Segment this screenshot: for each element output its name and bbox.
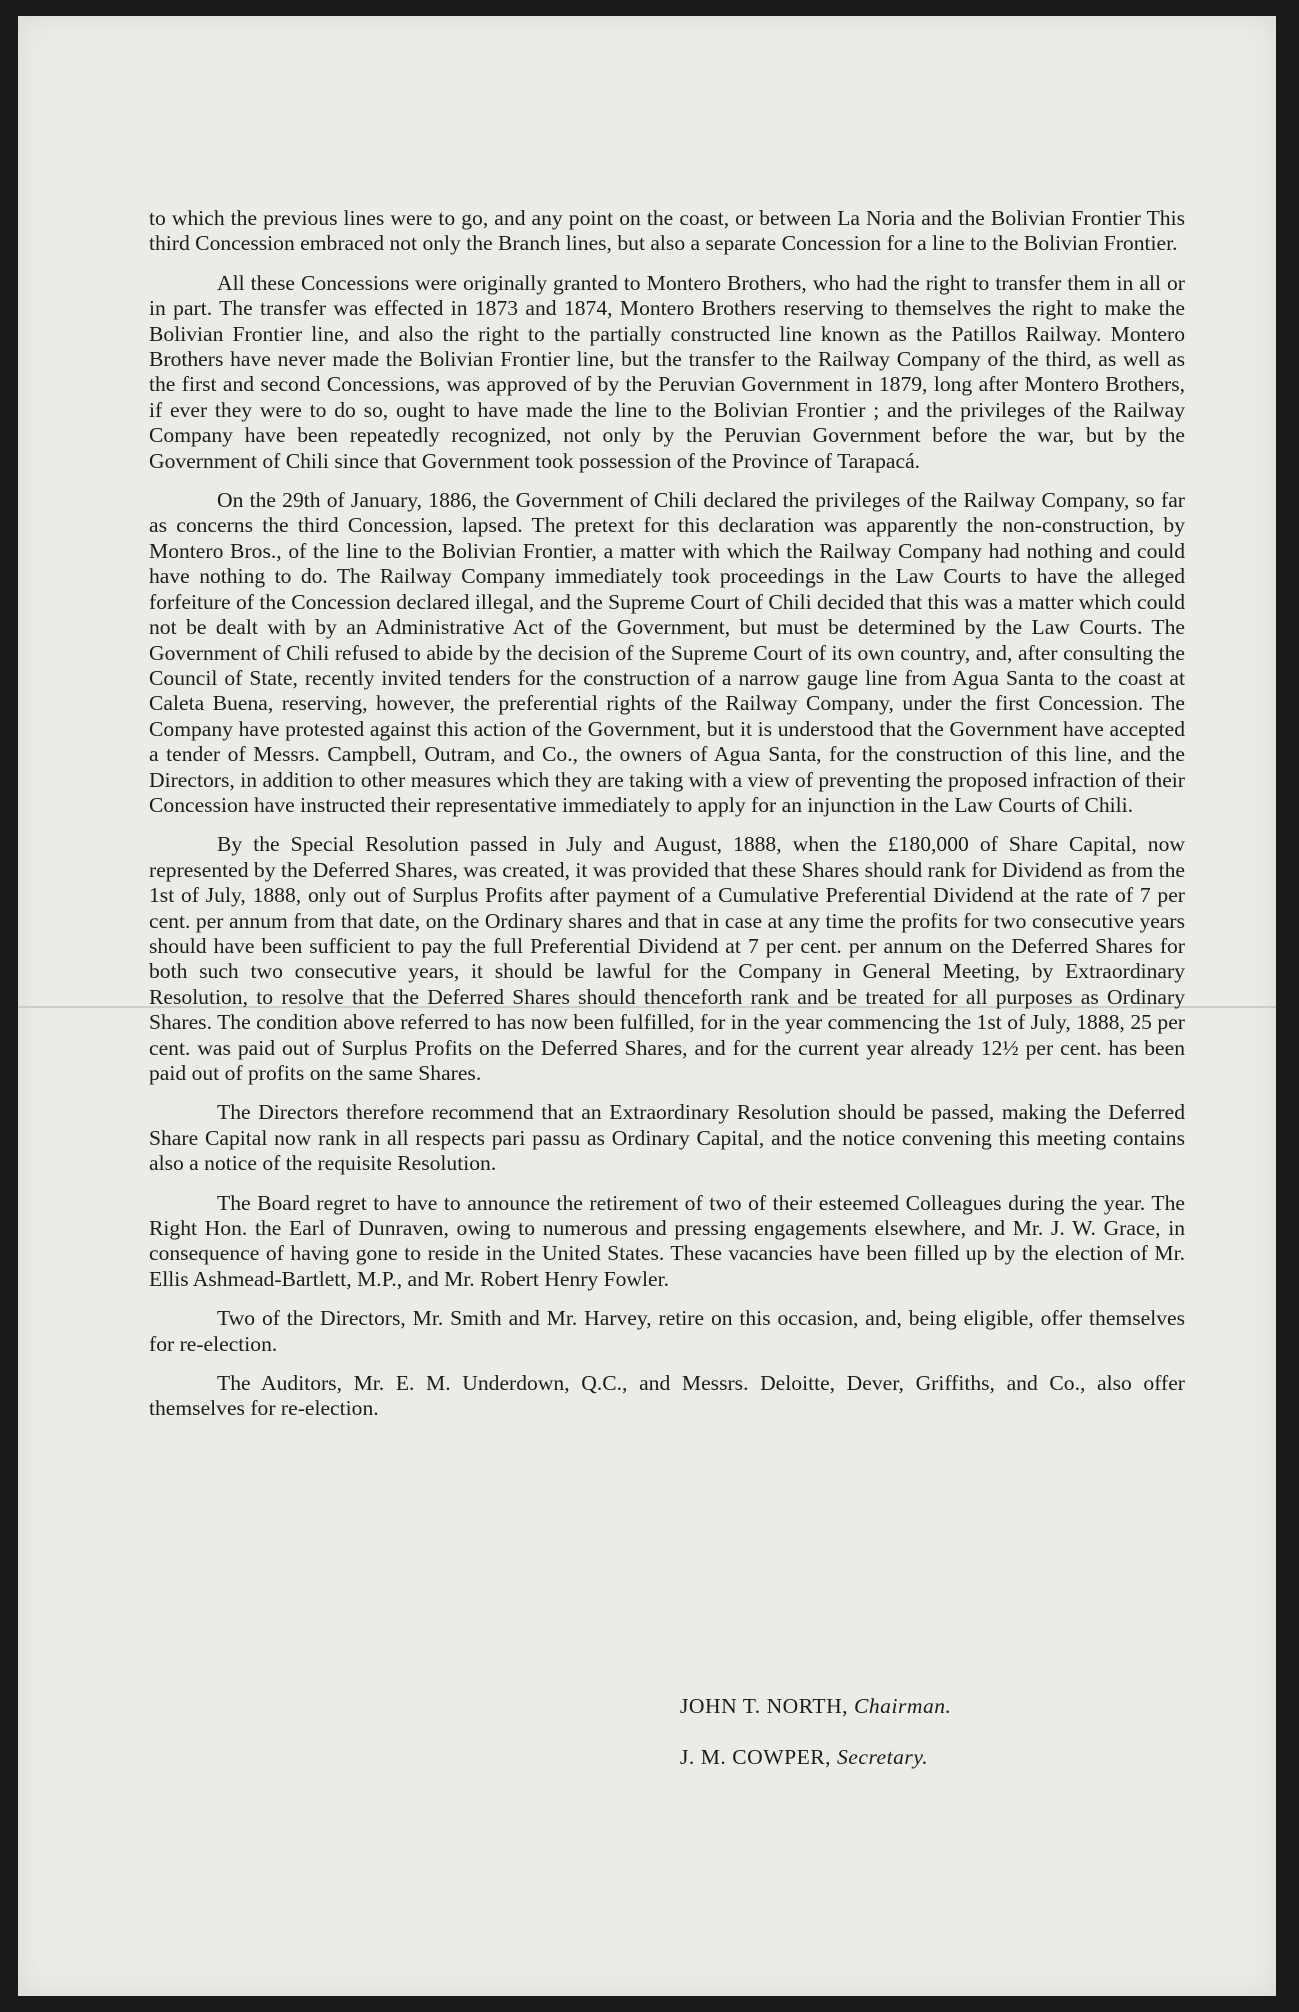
paragraph-continuation: to which the previous lines were to go, and any point on the coast, or between La Noria and the Bolivian Frontier This third Concession embraced not only the Branch lines, but also a separate Concession for a line to the Bolivian Frontier. (149, 206, 1185, 256)
document-body (149, 206, 1185, 1436)
paragraph-board-retirement: The Board regret to have to announce the retirement of two of their esteemed Colleagues during the year. The Right Hon. the Earl of Dunraven, owing to numerous and pressing engagements elsewhere, and Mr. J. W. Grace, in consequence of having gone to reside in the United States. These vacancies have been filled up by the election of Mr. Ellis Ashmead-Bartlett, M.P., and Mr. Robert Henry Fowler. (149, 1190, 1185, 1291)
paragraph-concessions: All these Concessions were originally granted to Montero Brothers, who had the right to transfer them in all or in part. The transfer was effected in 1873 and 1874, Montero Brothers reserving to themselves the right to make the Bolivian Frontier line, and also the right to the partially constructed line known as the Patillos Railway. Montero Brothers have never made the Bolivian Frontier line, but the transfer to the Railway Company of the third, as well as the first and second Concessions, was approved of by the Peruvian Government in 1879, long after Montero Brothers, if ever they were to do so, ought to have made the line to the Bolivian Frontier ; and the privileges of the Railway Company have been repeatedly recognized, not only by the Peruvian Government before the war, but by the Government of Chili since that Government took possession of the Province of Tarapacá. (149, 270, 1185, 473)
signature-chairman (680, 1694, 951, 1719)
paragraph-chili-government: On the 29th of January, 1886, the Government of Chili declared the privileges of the Railway Company, so far as concerns the third Concession, lapsed. The pretext for this declaration was apparently the non-construction, by Montero Bros., of the line to the Bolivian Frontier, a matter with which the Railway Company had nothing and could have nothing to do. The Railway Company immediately took proceedings in the Law Courts to have the alleged forfeiture of the Concession declared illegal, and the Supreme Court of Chili decided that this was a matter which could not be dealt with by an Administrative Act of the Government, but must be determined by the Law Courts. The Government of Chili refused to abide by the decision of the Supreme Court of its own country, and, after consulting the Council of State, recently invited tenders for the construction of a narrow gauge line from Agua Santa to the coast at Caleta Buena, reserving, however, the preferential rights of the Railway Company, under the first Concession. The Company have protested against this action of the Government, but it is understood that the Government have accepted a tender of Messrs. Campbell, Outram, and Co., the owners of Agua Santa, for the construction of this line, and the Directors, in addition to other measures which they are taking with a view of preventing the proposed infraction of their Concession have instructed their representative immediately to apply for an injunction in the Law Courts of Chili. (149, 488, 1185, 817)
chairman-name: JOHN T. NORTH, (680, 1694, 849, 1718)
secretary-name: J. M. COWPER, (680, 1745, 832, 1769)
document-page (18, 16, 1276, 1996)
signature-secretary (680, 1745, 951, 1770)
signature-block (680, 1694, 951, 1796)
paragraph-directors-recommend: The Directors therefore recommend that an Extraordinary Resolution should be passed, making the Deferred Share Capital now rank in all respects pari passu as Ordinary Capital, and the notice convening this meeting contains also a notice of the requisite Resolution. (149, 1100, 1185, 1176)
chairman-title: Chairman. (853, 1694, 952, 1718)
paragraph-directors-reelection: Two of the Directors, Mr. Smith and Mr. Harvey, retire on this occasion, and, being eligible, offer themselves for re-election. (149, 1306, 1185, 1356)
paragraph-special-resolution: By the Special Resolution passed in July and August, 1888, when the £180,000 of Share Capital, now represented by the Deferred Shares, was created, it was provided that these Shares should rank for Dividend as from the 1st of July, 1888, only out of Surplus Profits after payment of a Cumulative Preferential Dividend at the rate of 7 per cent. per annum from that date, on the Ordinary shares and that in case at any time the profits for two consecutive years should have been sufficient to pay the full Preferential Dividend at 7 per cent. per annum on the Deferred Shares for both such two consecutive years, it should be lawful for the Company in General Meeting, by Extraordinary Resolution, to resolve that the Deferred Shares should thenceforth rank and be treated for all purposes as Ordinary Shares. The condition above referred to has now been fulfilled, for in the year commencing the 1st of July, 1888, 25 per cent. was paid out of Surplus Profits on the Deferred Shares, and for the current year already 12½ per cent. has been paid out of profits on the same Shares. (149, 832, 1185, 1085)
paragraph-auditors: The Auditors, Mr. E. M. Underdown, Q.C., and Messrs. Deloitte, Dever, Griffiths, and Co., also offer themselves for re-election. (149, 1371, 1185, 1421)
secretary-title: Secretary. (836, 1745, 929, 1769)
